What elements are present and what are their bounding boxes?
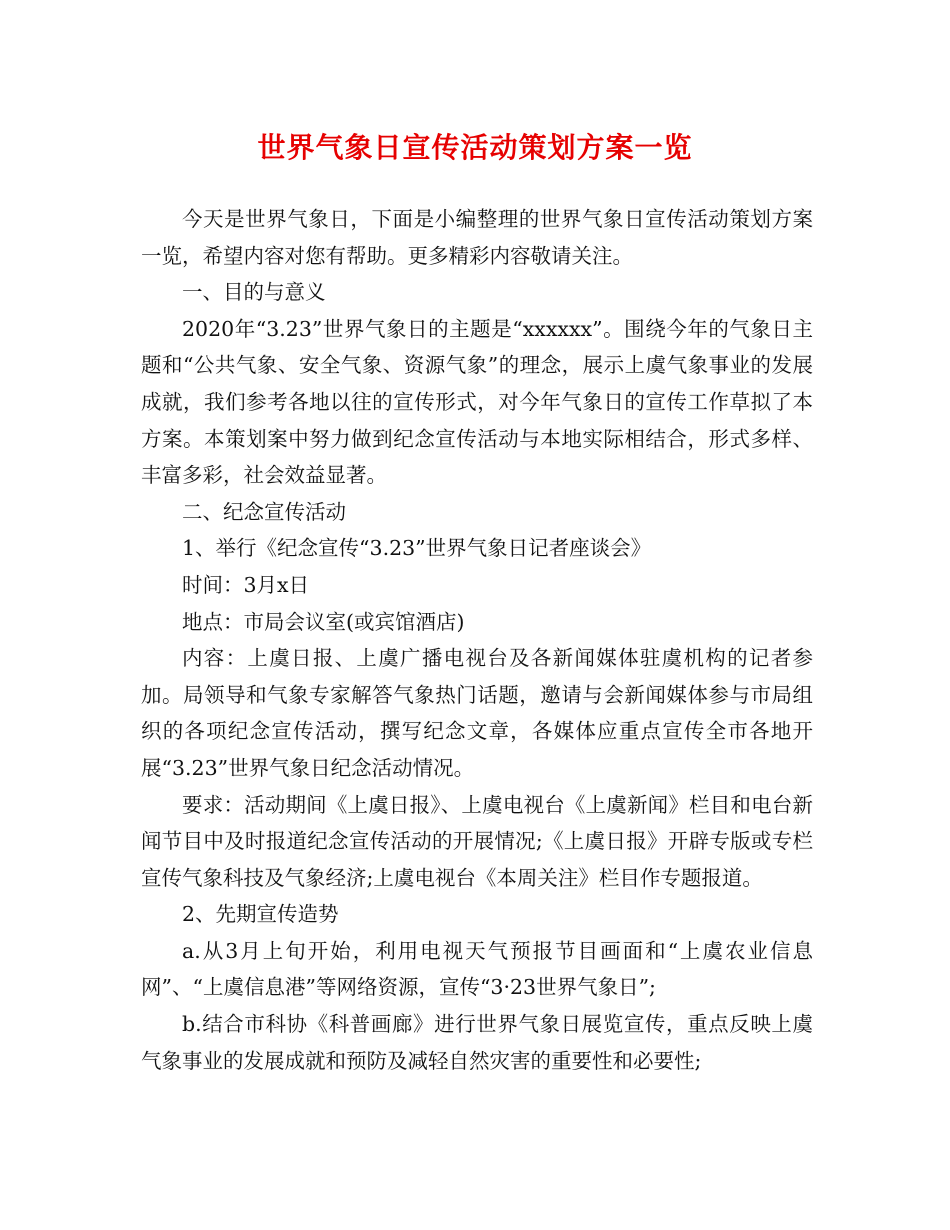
activity-1-heading: 1、举行《纪念宣传“3.23”世界气象日记者座谈会》 [182,536,652,561]
activity-1-content: 内容：上虞日报、上虞广播电视台及各新闻媒体驻虞机构的记者参加。局领导和气象专家解答气象热门话题，邀请与会新闻媒体参与市局组织的各项纪念宣传活动，撰写纪念文章，各媒体应重点宣传全市各地开展“3.23”世界气象日纪念活动情况。 [141,646,813,780]
activity-1-location: 地点：市局会议室(或宾馆酒店) [182,609,465,634]
activity-2-item-a: a.从3月上旬开始，利用电视天气预报节目画面和“上虞农业信息网”、“上虞信息港”等网络资源，宣传“3·23世界气象日”; [141,938,813,1000]
activity-1-time: 时间：3月x日 [182,572,310,597]
purpose-paragraph: 2020年“3.23”世界气象日的主题是“xxxxxx”。围绕今年的气象日主题和“公共气象、安全气象、资源气象”的理念，展示上虞气象事业的发展成就，我们参考各地以往的宣传形式，对今年气象日的宣传工作草拟了本方案。本策划案中努力做到纪念宣传活动与本地实际相结合，形式多样、丰富多彩，社会效益显著。 [141,316,813,488]
document-title: 世界气象日宣传活动策划方案一览 [257,131,693,164]
section-heading-activities: 二、纪念宣传活动 [182,499,346,524]
intro-paragraph: 今天是世界气象日，下面是小编整理的世界气象日宣传活动策划方案一览，希望内容对您有帮助。更多精彩内容敬请关注。 [141,207,813,268]
activity-2-item-b: b.结合市科协《科普画廊》进行世界气象日展览宣传，重点反映上虞气象事业的发展成就和预防及减轻自然灾害的重要性和必要性; [141,1012,813,1073]
activity-2-heading: 2、先期宣传造势 [182,902,339,927]
activity-1-requirements: 要求：活动期间《上虞日报》、上虞电视台《上虞新闻》栏目和电台新闻节目中及时报道纪念宣传活动的开展情况;《上虞日报》开辟专版或专栏宣传气象科技及气象经济;上虞电视台《本周关注》栏目作专题报道。 [141,792,813,890]
document-body [141,201,813,1079]
section-heading-purpose: 一、目的与意义 [182,280,326,305]
